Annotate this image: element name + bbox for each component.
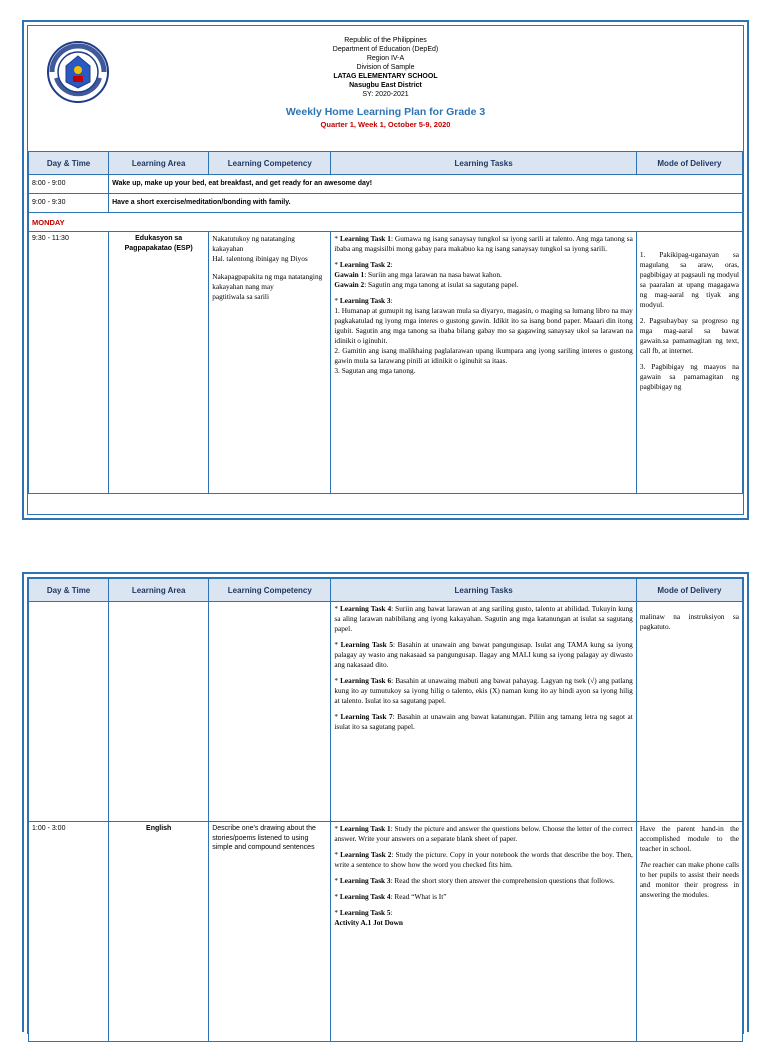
document-page-2: [22, 572, 749, 1032]
activity-title: Activity A.1 Jot Down: [334, 918, 403, 927]
learning-area: English: [109, 822, 209, 1042]
competency-line: Hal. talentong ibinigay ng Diyos: [212, 254, 308, 263]
table-row-esp-continued: [29, 602, 743, 822]
col-learning-area: Learning Area: [109, 579, 209, 602]
task-label: Learning Task 3: [339, 876, 391, 885]
plan-title: Weekly Home Learning Plan for Grade 3: [285, 106, 486, 118]
table-header-row: [29, 152, 743, 175]
mode-item: 1. Pakikipag-uganayan sa magulang sa araw, oras, pagbibigay at pagsauli ng modyul sa paaralan at upang magagawa ng mag-aaral ng tiyak ang modyul.: [639, 250, 739, 309]
gawain-label: Gawain 2: [334, 280, 365, 289]
col-day-time: Day & Time: [29, 152, 109, 175]
day-row: [29, 213, 743, 232]
task-label: Learning Task 4: [339, 892, 391, 901]
learning-area: Edukasyon sa Pagpapakatao (ESP): [109, 232, 209, 494]
competency-line: Nakapagpapakita ng mga natatanging kakayahan nang may: [212, 272, 323, 291]
task-label: Learning Task 2: [339, 260, 391, 269]
col-learning-tasks: Learning Tasks: [331, 579, 636, 602]
task-label: Learning Task 4: [340, 604, 392, 613]
header-line-division: Division of Sample: [356, 64, 415, 71]
task-text: : Gumawa ng isang sanaysay tungkol sa iyong sarili at talento. Ang mga tanong sa ibaba ang magsisilbi mong gabay para makabuo ka ng isang sanaysay tungkol sa iyong sarili.: [334, 234, 633, 253]
table-row: [29, 175, 743, 194]
page-inner-border: [27, 577, 744, 1034]
learning-tasks: * Learning Task 4: Suriin ang bawat larawan at ang sariling gusto, talento at abilidad. Tukuyin kung sa aling larawan nabibilang ang iyong kakayahan. Sagutin ang mga katanungan at isulat sa sagutang papel. * Learning Task 5: Basahin at unawain ang bawat pangungusap. Isulat ang TAMA kung sa iyong palagay ay wasto ang nakasaad sa pangungusap. Ilagay ang MALI kung sa iyong palagay ay diwasto ang nakasaad dito. * Learning Task 6: Basahin at unawaing mabuti ang bawat pahayag. Lagyan ng tsek (√) ang patlang kung ito ay tumutukoy sa iyong hilig o talento, ekis (X) naman kung ito ay hindi ayon sa iyong hilig at talento. Isulat ito sa sagutang papel. * Learning Task 7: Basahin at unawain ang bawat katanungan. Piliin ang tamang letra ng sagot at isulat ito sa sagutang papel.: [331, 602, 636, 822]
task-step: 1. Humanap at gumupit ng isang larawan mula sa diyaryo, magasin, o maging sa lumang libro na may pagkakatulad ng iyong mga interes o gustong gawin. Idikit ito sa isang bond paper. Maaari din itong iguhit. Sagutin ang mga tanong sa ibaba bilang gabay mo sa gagawing sanaysay ukol sa larawan na idinikit o iginuhit.: [334, 306, 633, 345]
row-activity: Have a short exercise/meditation/bonding with family.: [109, 194, 743, 213]
row-time: 8:00 - 9:00: [29, 175, 109, 194]
header-line-deped: Department of Education (DepEd): [332, 46, 439, 53]
col-mode-of-delivery: Mode of Delivery: [636, 579, 742, 602]
mode-item: reacher can make phone calls to her pupils to assist their needs and monitor their progress in answering the modules.: [639, 860, 739, 899]
header-district: Nasugbu East District: [349, 82, 422, 89]
task-label: Learning Task 6: [340, 676, 392, 685]
header-sy: SY: 2020-2021: [362, 91, 409, 98]
page-inner-border: [27, 25, 744, 515]
empty-cell: [29, 602, 109, 822]
document-header: [28, 26, 743, 151]
table-header-row: [29, 579, 743, 602]
gawain-text: : Suriin ang mga larawan na nasa bawat kahon.: [364, 270, 502, 279]
document-page-1: [22, 20, 749, 520]
header-school: LATAG ELEMENTARY SCHOOL: [333, 73, 438, 80]
task-label: Learning Task 5: [339, 908, 391, 917]
task-step: 2. Gamitin ang isang malikhaing paglalarawan upang ikumpara ang iyong sariling interes o gustong gawin mula sa larawang pinili at idinikit o iginuhit sa itaas.: [334, 346, 633, 365]
task-label: Learning Task 1: [340, 234, 391, 243]
learning-plan-table-continued: [28, 578, 743, 1042]
task-text: :: [390, 908, 393, 917]
col-learning-competency: Learning Competency: [209, 152, 331, 175]
learning-competency: [209, 232, 331, 494]
row-activity: Wake up, make up your bed, eat breakfast, and get ready for an awesome day!: [109, 175, 743, 194]
task-text: : Read the short story then answer the comprehension questions that follows.: [390, 876, 615, 885]
task-step: 3. Sagutan ang mga tanong.: [334, 366, 416, 375]
task-text: : Basahin at unawain ang bawat pangungusap. Isulat ang TAMA kung sa iyong palagay ay wasto ang nakasaad sa pangungusap. Ilagay ang MALI kung sa iyong palagay ay diwasto ang nakasaad dito.: [334, 640, 633, 669]
col-learning-tasks: Learning Tasks: [331, 152, 636, 175]
mode-of-delivery: [636, 232, 742, 494]
day-label: MONDAY: [29, 213, 743, 232]
task-text: : Basahin at unawain ang bawat katanungan. Piliin ang tamang letra ng sagot at isulat ito sa sagutang papel.: [334, 712, 633, 731]
task-text: : Study the picture. Copy in your notebook the words that describe the boy. Then, write a sentence to show how the word you checked fits him.: [334, 850, 633, 869]
task-label: Learning Task 7: [340, 712, 393, 721]
task-label: Learning Task 1: [339, 824, 391, 833]
task-text: : Basahin at unawaing mabuti ang bawat pahayag. Lagyan ng tsek (√) ang patlang kung ito ay tumutukoy sa iyong hilig o talento, ekis (X) naman kung ito ay hindi ayon sa iyong hilig at talento. Isulat ito sa sagutang papel.: [334, 676, 633, 705]
table-row-esp: [29, 232, 743, 494]
gawain-text: : Sagutin ang mga tanong at isulat sa sagutang papel.: [364, 280, 519, 289]
mode-item: 3. Pagbibigay ng maayos na gawain sa pamamagitan ng pagbibigay ng: [639, 362, 739, 391]
table-row-english: [29, 822, 743, 1042]
col-learning-area: Learning Area: [109, 152, 209, 175]
col-learning-competency: Learning Competency: [209, 579, 331, 602]
task-label: Learning Task 2: [340, 850, 392, 859]
header-text: [28, 36, 743, 130]
row-time: 1:00 - 3:00: [29, 822, 109, 1042]
header-line-region: Region IV-A: [366, 55, 405, 62]
mode-item-italic: The: [639, 860, 651, 869]
learning-competency: Describe one's drawing about the stories/poems listened to using simple and compound sentences: [209, 822, 331, 1042]
task-text: : Suriin ang bawat larawan at ang sariling gusto, talento at abilidad. Tukuyin kung sa aling larawan nabibilang ang iyong kakayahan. Sagutin ang mga katanungan at isulat sa sagutang papel.: [334, 604, 633, 633]
learning-tasks: * Learning Task 1: Study the picture and answer the questions below. Choose the letter of the correct answer. Write your answers on a separate blank sheet of paper. * Learning Task 2: Study the picture. Copy in your notebook the words that describe the boy. Then, write a sentence to show how the word you checked fits him. * Learning Task 3: Read the short story then answer the comprehension questions that follows. * Learning Task 4: Read “What is It” * Learning Task 5: Activity A.1 Jot Down: [331, 822, 636, 1042]
gawain-label: Gawain 1: [334, 270, 365, 279]
table-row: [29, 194, 743, 213]
col-mode-of-delivery: Mode of Delivery: [636, 152, 742, 175]
row-time: 9:00 - 9:30: [29, 194, 109, 213]
mode-item: Have the parent hand-in the accomplished module to the teacher in school.: [639, 824, 739, 853]
empty-cell: [109, 602, 209, 822]
mode-of-delivery: malinaw na instruksiyon sa pagkatuto.: [636, 602, 742, 822]
plan-subtitle: Quarter 1, Week 1, October 5-9, 2020: [320, 120, 451, 129]
task-label: Learning Task 3: [339, 296, 391, 305]
mode-of-delivery: [636, 822, 742, 1042]
empty-cell: [209, 602, 331, 822]
header-line-republic: Republic of the Philippines: [344, 37, 427, 44]
task-text: : Study the picture and answer the questions below. Choose the letter of the correct answer. Write your answers on a separate blank sheet of paper.: [334, 824, 633, 843]
col-day-time: Day & Time: [29, 579, 109, 602]
row-time: 9:30 - 11:30: [29, 232, 109, 494]
mode-item: 2. Pagsubaybay sa progreso ng mga mag-aaral sa bawat gawain.sa pamamagitan ng text, call fb, at internet.: [639, 316, 739, 355]
task-text: : Read “What is It”: [390, 892, 447, 901]
competency-line: pagtitiwala sa sarili: [212, 292, 269, 301]
task-label: Learning Task 5: [340, 640, 393, 649]
learning-tasks: * Learning Task 1: Gumawa ng isang sanaysay tungkol sa iyong sarili at talento. Ang mga tanong sa ibaba ang magsisilbi mong gabay para makabuo ka ng isang sanaysay tungkol sa iyong sarili. * Learning Task 2: Gawain 1: Suriin ang mga larawan na nasa bawat kahon. Gawain 2: Sagutin ang mga tanong at isulat sa sagutang papel. * Learning Task 3: 1. Humanap at gumupit ng isang larawan mula sa diyaryo, magasin, o maging sa lumang libro na may pagkakatulad ng iyong mga interes o gustong gawin. Idikit ito sa isang bond paper. Maaari din itong iguhit. Sagutin ang mga tanong sa ibaba bilang gabay mo sa gagawing sanaysay ukol sa larawan na idinikit o iginuhit. 2. Gamitin ang isang malikhaing paglalarawan upang ikumpara ang iyong sariling interes o gustong gawin mula sa larawang pinili at idinikit o iginuhit sa itaas. 3. Sagutan ang mga tanong.: [331, 232, 636, 494]
competency-line: Nakatutukoy ng natatanging kakayahan: [212, 234, 295, 253]
learning-plan-table: [28, 151, 743, 494]
